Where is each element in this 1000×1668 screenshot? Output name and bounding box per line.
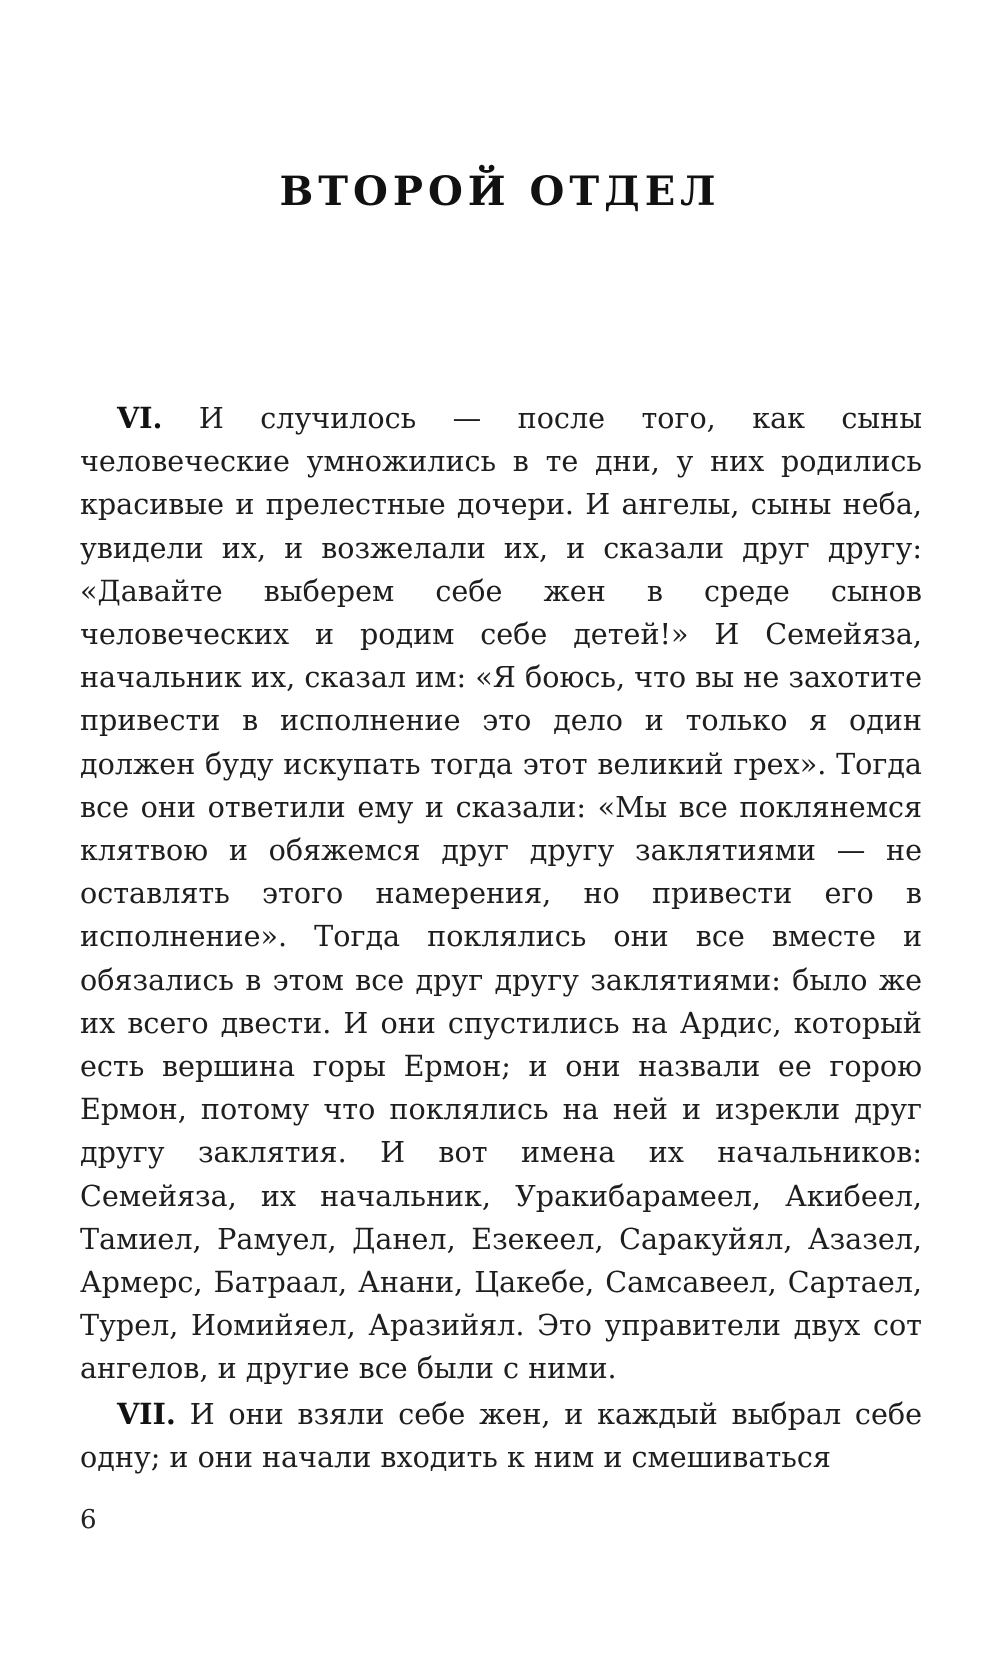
verse-number-vii: VII. bbox=[117, 1396, 176, 1431]
paragraph-vi bbox=[80, 397, 922, 1391]
paragraph-text-vi: И случилось — после того, как сыны человеческие умножились в те дни, у них родились красивые и прелестные дочери. И ангелы, сыны неба, увидели их, и возжелали их, и сказали друг другу: «Давайте выберем себе жен в среде сынов человеческих и родим себе детей!» И Семейяза, начальник их, сказал им: «Я боюсь, что вы не захотите привести в исполнение это дело и только я один должен буду искупать тогда этот великий грех». Тогда все они ответили ему и сказали: «Мы все поклянемся клятвою и обяжемся друг другу заклятиями — не оставлять этого намерения, но привести его в исполнение». Тогда поклялись они все вместе и обязались в этом все друг другу заклятиями: было же их всего двести. И они спустились на Ардис, который есть вершина горы Ермон; и они назвали ее горою Ермон, потому что поклялись на ней и изрекли друг другу заклятия. И вот имена их начальников: Семейяза, их начальник, Уракибарамеел, Акибеел, Тамиел, Рамуел, Данел, Езекеел, Саракуйял, Азазел, Армерс, Батраал, Анани, Цакебе, Самсавеел, Сартаел, Турел, Иомийяел, Аразийял. Это управители двух сот ангелов, и другие все были с ними. bbox=[80, 401, 922, 1386]
body-text bbox=[80, 397, 922, 1481]
page-number: 6 bbox=[80, 1505, 97, 1535]
section-heading: ВТОРОЙ ОТДЕЛ bbox=[279, 168, 721, 215]
paragraph-vii bbox=[80, 1393, 922, 1479]
verse-number-vi: VI. bbox=[117, 401, 163, 435]
paragraph-text-vii: И они взяли себе жен, и каждый выбрал себе одну; и они начали входить к ним и смешиваться bbox=[80, 1396, 922, 1474]
